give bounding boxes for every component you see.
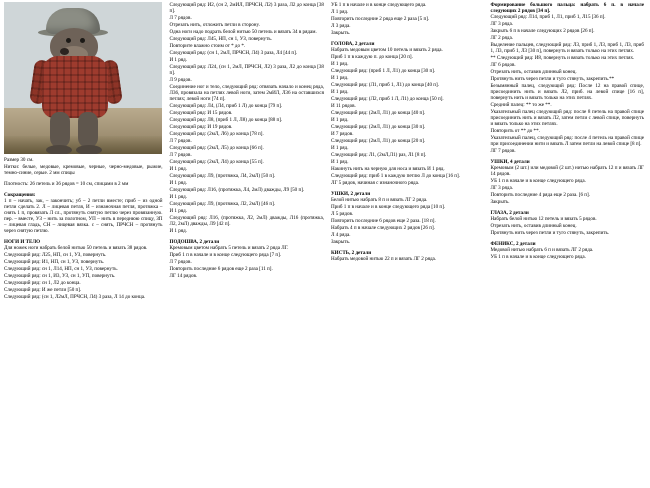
para: Следующий ряд: (2мЛ, Л4) до конца [55 п].: [169, 159, 264, 165]
para: Следующий ряд: (сн 1, 2мЛ, ПРЧСН, Л4) 3 раза, Л4 [44 п].: [169, 50, 298, 56]
para: Повторить последние 6 рядов еще 2 раза. [18 п].: [330, 218, 436, 224]
para: И 7 рядов.: [330, 131, 354, 137]
para: Безымянный палец, следующий ряд: После 12 на правой спице, присоединить нить и вязать Л2, приб. на левой спице [16 п], повернуть нить и вязать только на этих петлях.: [490, 83, 644, 101]
para: Кремовым цветом набрать 5 петель и вязать 2 ряда ЛГ.: [169, 245, 289, 251]
para: Закрыть.: [330, 30, 351, 36]
column-3: [328, 2, 488, 488]
para: Следующий ряд: И 19 рядов.: [169, 124, 233, 130]
para: Следующий ряд: И2, (сн 2, 2мИЛ, ПРЧСН, Л2) 3 раза, Л2 до конца [38 п].: [169, 2, 324, 14]
para: Отрезать нить, отложить петли в сторону.: [169, 22, 260, 28]
spec-size: Размер 30 см.: [4, 157, 34, 163]
para: И 1 ряд.: [330, 61, 349, 67]
para: Л 5 рядов.: [330, 211, 354, 217]
para: Л 9 рядов.: [169, 77, 192, 83]
section-title-eyes: ГЛАЗА, 2 детали: [490, 210, 529, 216]
section-title-hand: КИСТЬ, 2 детали: [330, 250, 372, 256]
eye-right: [80, 38, 85, 43]
para: Закрыть.: [330, 239, 351, 245]
para: Приб 1 п в начале и в конце следующего ряда [10 п].: [330, 204, 446, 210]
para: Закрыть.: [490, 199, 510, 205]
para: ЛГ 7 рядов.: [490, 148, 516, 154]
para: Л 7 рядов.: [169, 138, 192, 144]
para: Следующий ряд: Л9, (протяжка, Л2, 2мЛ) [46 п].: [169, 201, 276, 207]
para: И 1 ряд.: [330, 159, 349, 165]
para: Следующий ряд: Л14, приб 1, Л1, приб 1, Л15 [36 п].: [490, 14, 606, 20]
para: Повторить последние 2 ряда еще 2 раза [5 п].: [330, 16, 430, 22]
para: Средний палец: ** то же **.: [490, 102, 552, 108]
para: Для ножек ноги набрать белой нитью 50 петель и вязать 38 рядов.: [4, 245, 148, 251]
para: Следующий ряд: (2мЛ, Л1) до конца [20 п].: [330, 138, 426, 144]
para: Следующий ряд: Л4, (Л4, приб 1 Л) до конца [79 п].: [169, 103, 283, 109]
para: ЛГ 14 рядов.: [169, 273, 198, 279]
para: Приб 1 п в начале и в конце следующего ряда [7 п].: [169, 252, 282, 258]
shirt-body: [42, 56, 108, 118]
para: Указательный палец, следующий ряд: после 4 петель на правой спице при присоединении нити и вязать Л затем петли на левой спице [8 п].: [490, 135, 644, 147]
para: Закрыть 6 п в начале следующих 2 рядов [26 п].: [490, 28, 595, 34]
para: И 1 ряд.: [169, 57, 188, 63]
para: Следующий ряд: И 15 рядов.: [169, 110, 233, 116]
para: И 1 ряд.: [330, 89, 349, 95]
para: Следующий ряд: И же петли [50 п].: [4, 287, 82, 293]
para: Л 3 ряда.: [330, 23, 351, 29]
para: Л 7 рядов.: [169, 152, 192, 158]
para: Следующий ряд: И1, НП, сн 1, УЗ, повернуть.: [4, 259, 105, 265]
para: И 1 ряд.: [169, 208, 188, 214]
foot-right: [76, 145, 102, 154]
para: ЛГ 3 ряда.: [490, 21, 513, 27]
para: И 1 ряд.: [169, 180, 188, 186]
para: Набрать медовым цветом 10 петель и вязать 2 ряда.: [330, 47, 443, 53]
nose: [60, 48, 69, 55]
para: Л 1 ряд.: [330, 9, 349, 15]
para: И 1 ряд.: [169, 194, 188, 200]
para: Следующий ряд: (приб 1 Л, Л1) до конца [30 п].: [330, 68, 436, 74]
para: Кремовым (2 шт.) или медовой (2 шт.) нитью набрать 12 п и вязать ЛГ 14 рядов.: [490, 165, 644, 177]
para: УБ 1 п в начале и в конце следующего ряда.: [330, 2, 427, 8]
para: Следующий ряд: сн 1, И3, УЗ, сн 1, УП, повернуть.: [4, 273, 116, 279]
section-title-head: ГОЛОВА, 2 детали: [330, 41, 375, 47]
para: Следующий ряд: сн 1, Л2 до конца.: [4, 280, 81, 286]
eye-left: [66, 38, 71, 43]
para: Выделение пальцев, следующий ряд: Л3, приб 1, Л3, приб 1, Л3, приб 1, Л3, приб 1, Л3 [30 п], повернуть и вязать только на этих петлях.: [490, 42, 644, 54]
para: Отрезать нить, оставив длинный конец.: [490, 223, 577, 229]
para: Следующий ряд: Л16, (протяжка, Л2, 2мЛ) дважды, Л16 (протяжка, Л2, 2мЛ) дважды, Л9 [42 п].: [169, 215, 324, 227]
legs: [48, 112, 104, 152]
para: Одна ноги надо подрать белой нитью 50 петель и вязать 34 в рядам.: [169, 29, 317, 35]
leg-left: [50, 112, 70, 148]
knitted-dog-figure: [26, 8, 130, 154]
para: Л 4 ряда.: [330, 232, 351, 238]
para: Следующий ряд: (2мЛ, Л5) до конца [66 п].: [169, 145, 264, 151]
para: Следующий ряд: Л16, (протяжка, Л4, 2мЛ) дважды, Л9 [50 п].: [169, 187, 305, 193]
para: Повторить последние 4 ряда еще 2 раза. [6 п].: [490, 192, 590, 198]
spec-gauge: Плотность: 26 петель и 36 рядов = 10 см, спицами в 2 мм: [4, 181, 129, 187]
para: Следующий ряд: сн 1, Л14, НП, сн 1, УЗ, повернуть.: [4, 266, 118, 272]
para: ЛГ 2 ряда.: [490, 35, 513, 41]
para: И 11 рядов.: [330, 103, 356, 109]
para: Следующий ряд: Л9, (протяжка, Л4, 2мЛ) [50 п].: [169, 173, 276, 179]
column-2: [166, 2, 328, 488]
spec-yarn: Нитки: белые, медовые, кремовые, черные, черно-медовые, рыжие, темно-синие, серые. 2 мм спицы: [4, 164, 163, 176]
para: Л 7 рядов.: [169, 15, 192, 21]
section-title-sole: ПОДОШВА, 2 детали: [169, 239, 220, 245]
foot-left: [46, 145, 72, 154]
section-title-phoenix: ФЕНИКС, 2 детали: [490, 241, 536, 247]
para: Следующий ряд: Л24, (сн 1, 2мЛ, ПРЧСН, Л2) 3 раза, Л2 до конца [38 п].: [169, 64, 324, 76]
para: И 1 ряд.: [169, 166, 188, 172]
para: Набрать белой нитью 12 петель и вязать 5 рядов.: [490, 216, 597, 222]
para: Следующий ряд: (Л2, приб 1 Л, Л1) до конца [50 п].: [330, 96, 444, 102]
para: И 1 ряд.: [330, 75, 349, 81]
photo-background: [4, 2, 162, 154]
para: Л 7 рядов.: [169, 259, 192, 265]
para: И 1 ряд.: [169, 228, 188, 234]
para: УБ 1 п в начале и в конце следующего ряда.: [490, 254, 586, 260]
para: ** Следующий ряд: И8, повернуть и вязать только на этих петлях.: [490, 55, 635, 61]
para: ЛГ 6 рядов.: [490, 62, 516, 68]
para: Следующий ряд: (сн 1, Л2мЛ, ПРЧСН, Л4) 3 раза, Л 14 до конца.: [4, 294, 146, 300]
column-1: [2, 2, 166, 488]
para: Повторите влажно стоим от * до *.: [169, 43, 246, 49]
section-title-thumb: Формирование большого пальца: набрать 6 п. в начале следующих 2 рядов [34 п].: [490, 2, 644, 14]
para: Протянуть нить через петли и туго стянуть, закрепить.: [490, 230, 610, 236]
para: Протянуть нить через петли и туго стянуть, закрепить.**: [490, 76, 615, 82]
para: Указательный палец следующий ряд: после 8 петель на правой спице присоединить нить и вязать Л2, затем петли с левой спице, повернуть и вязать только на этих петлях.: [490, 109, 644, 127]
para: Следующий ряд: (2мЛ, Л1) до конца [40 п].: [330, 110, 426, 116]
para: Следующий ряд: (Л1, приб 1, Л1) до конца [40 п].: [330, 82, 439, 88]
para: И 1 ряд.: [330, 145, 349, 151]
para: Набрать 4 п в начале следующих 2 рядов [26 п].: [330, 225, 435, 231]
leg-right: [78, 112, 98, 148]
para: УБ 1 п в начале и в конце следующего ряда.: [490, 178, 586, 184]
para: Набрать медовой нитью 22 п и вязать ЛГ 2 ряда.: [330, 256, 437, 262]
para: Следующий ряд: (2мЛ, Л1) до конца [30 п].: [330, 124, 426, 130]
section-title-ears: УШКИ, 2 детали: [330, 191, 371, 197]
section-title-ears-4: УШКИ, 4 детали: [490, 159, 530, 165]
para: Белой нитью набрать 8 п и вязать ЛГ 2 ряда.: [330, 197, 428, 203]
column-4: [487, 2, 648, 488]
para: Медовой нитью набрать 6 п и вязать ЛГ 2 ряда.: [490, 247, 594, 253]
abbreviations-text: 1 п – начать, зак, – закончить; уб – 2 петли вместе; приб – из одной петли сделать 2. Л – лицевая петля, И – изнаночная петля, протяжка – снять 1 п, провязать Л сл., протянуть снятую петлю через провязанную. пер. – вместе, УЗ – нить за полотном, УП – нить в переднюю спицу, ЗП – лицевая гладь, СН – лицевая вязка. с – снять, ПРЧСН – протянуть через снятую петлю.: [4, 198, 163, 234]
para: Приб 1 п в каждую п. до конца [20 п].: [330, 54, 413, 60]
para: Отрезать нить, оставив длинный конец.: [490, 69, 577, 75]
para: ЛГ 3 ряда.: [490, 185, 513, 191]
abbreviations-title: Сокращения:: [4, 192, 36, 198]
para: Следующий ряд: Л1, (2мЛ,Л1) раз, Л1 [8 п].: [330, 152, 427, 158]
para: Повторить последние 6 рядов еще 2 раза [11 п].: [169, 266, 273, 272]
para: Следующий ряд: приб 1 в каждую петлю Л до конца [16 п].: [330, 173, 460, 179]
para: ЛГ 5 рядов, начиная с изнаночного ряда.: [330, 180, 420, 186]
para: Следующий ряд: (2мЛ, Л6) до конца [78 п].: [169, 131, 264, 137]
para: И 1 ряд.: [330, 117, 349, 123]
para: Накинуть нить на черную для носа и вязать И 1 ряд.: [330, 166, 445, 172]
para: Соединение ног и тело, следующий ряд: отвязать начало и конец ряда, Л36, провязала на петлях левой ноги, затем 2мИЛ, Л36 на оставшихся петлях; левой ноги [74 п].: [169, 84, 324, 102]
section-title-legs-body: НОГИ И ТЕЛО: [4, 239, 41, 245]
para: Следующий ряд: Л45, НП, сн 1, УЗ, повернуть.: [169, 36, 272, 42]
para: Следующий ряд: Л25, НП, сн 1, УЗ, повернуть.: [4, 252, 107, 258]
para: Следующий ряд: Л8, (приб 1 Л, Л8) до конца [88 п].: [169, 117, 283, 123]
para: Повторить от ** до **.: [490, 128, 540, 134]
toy-photo: [4, 2, 162, 154]
